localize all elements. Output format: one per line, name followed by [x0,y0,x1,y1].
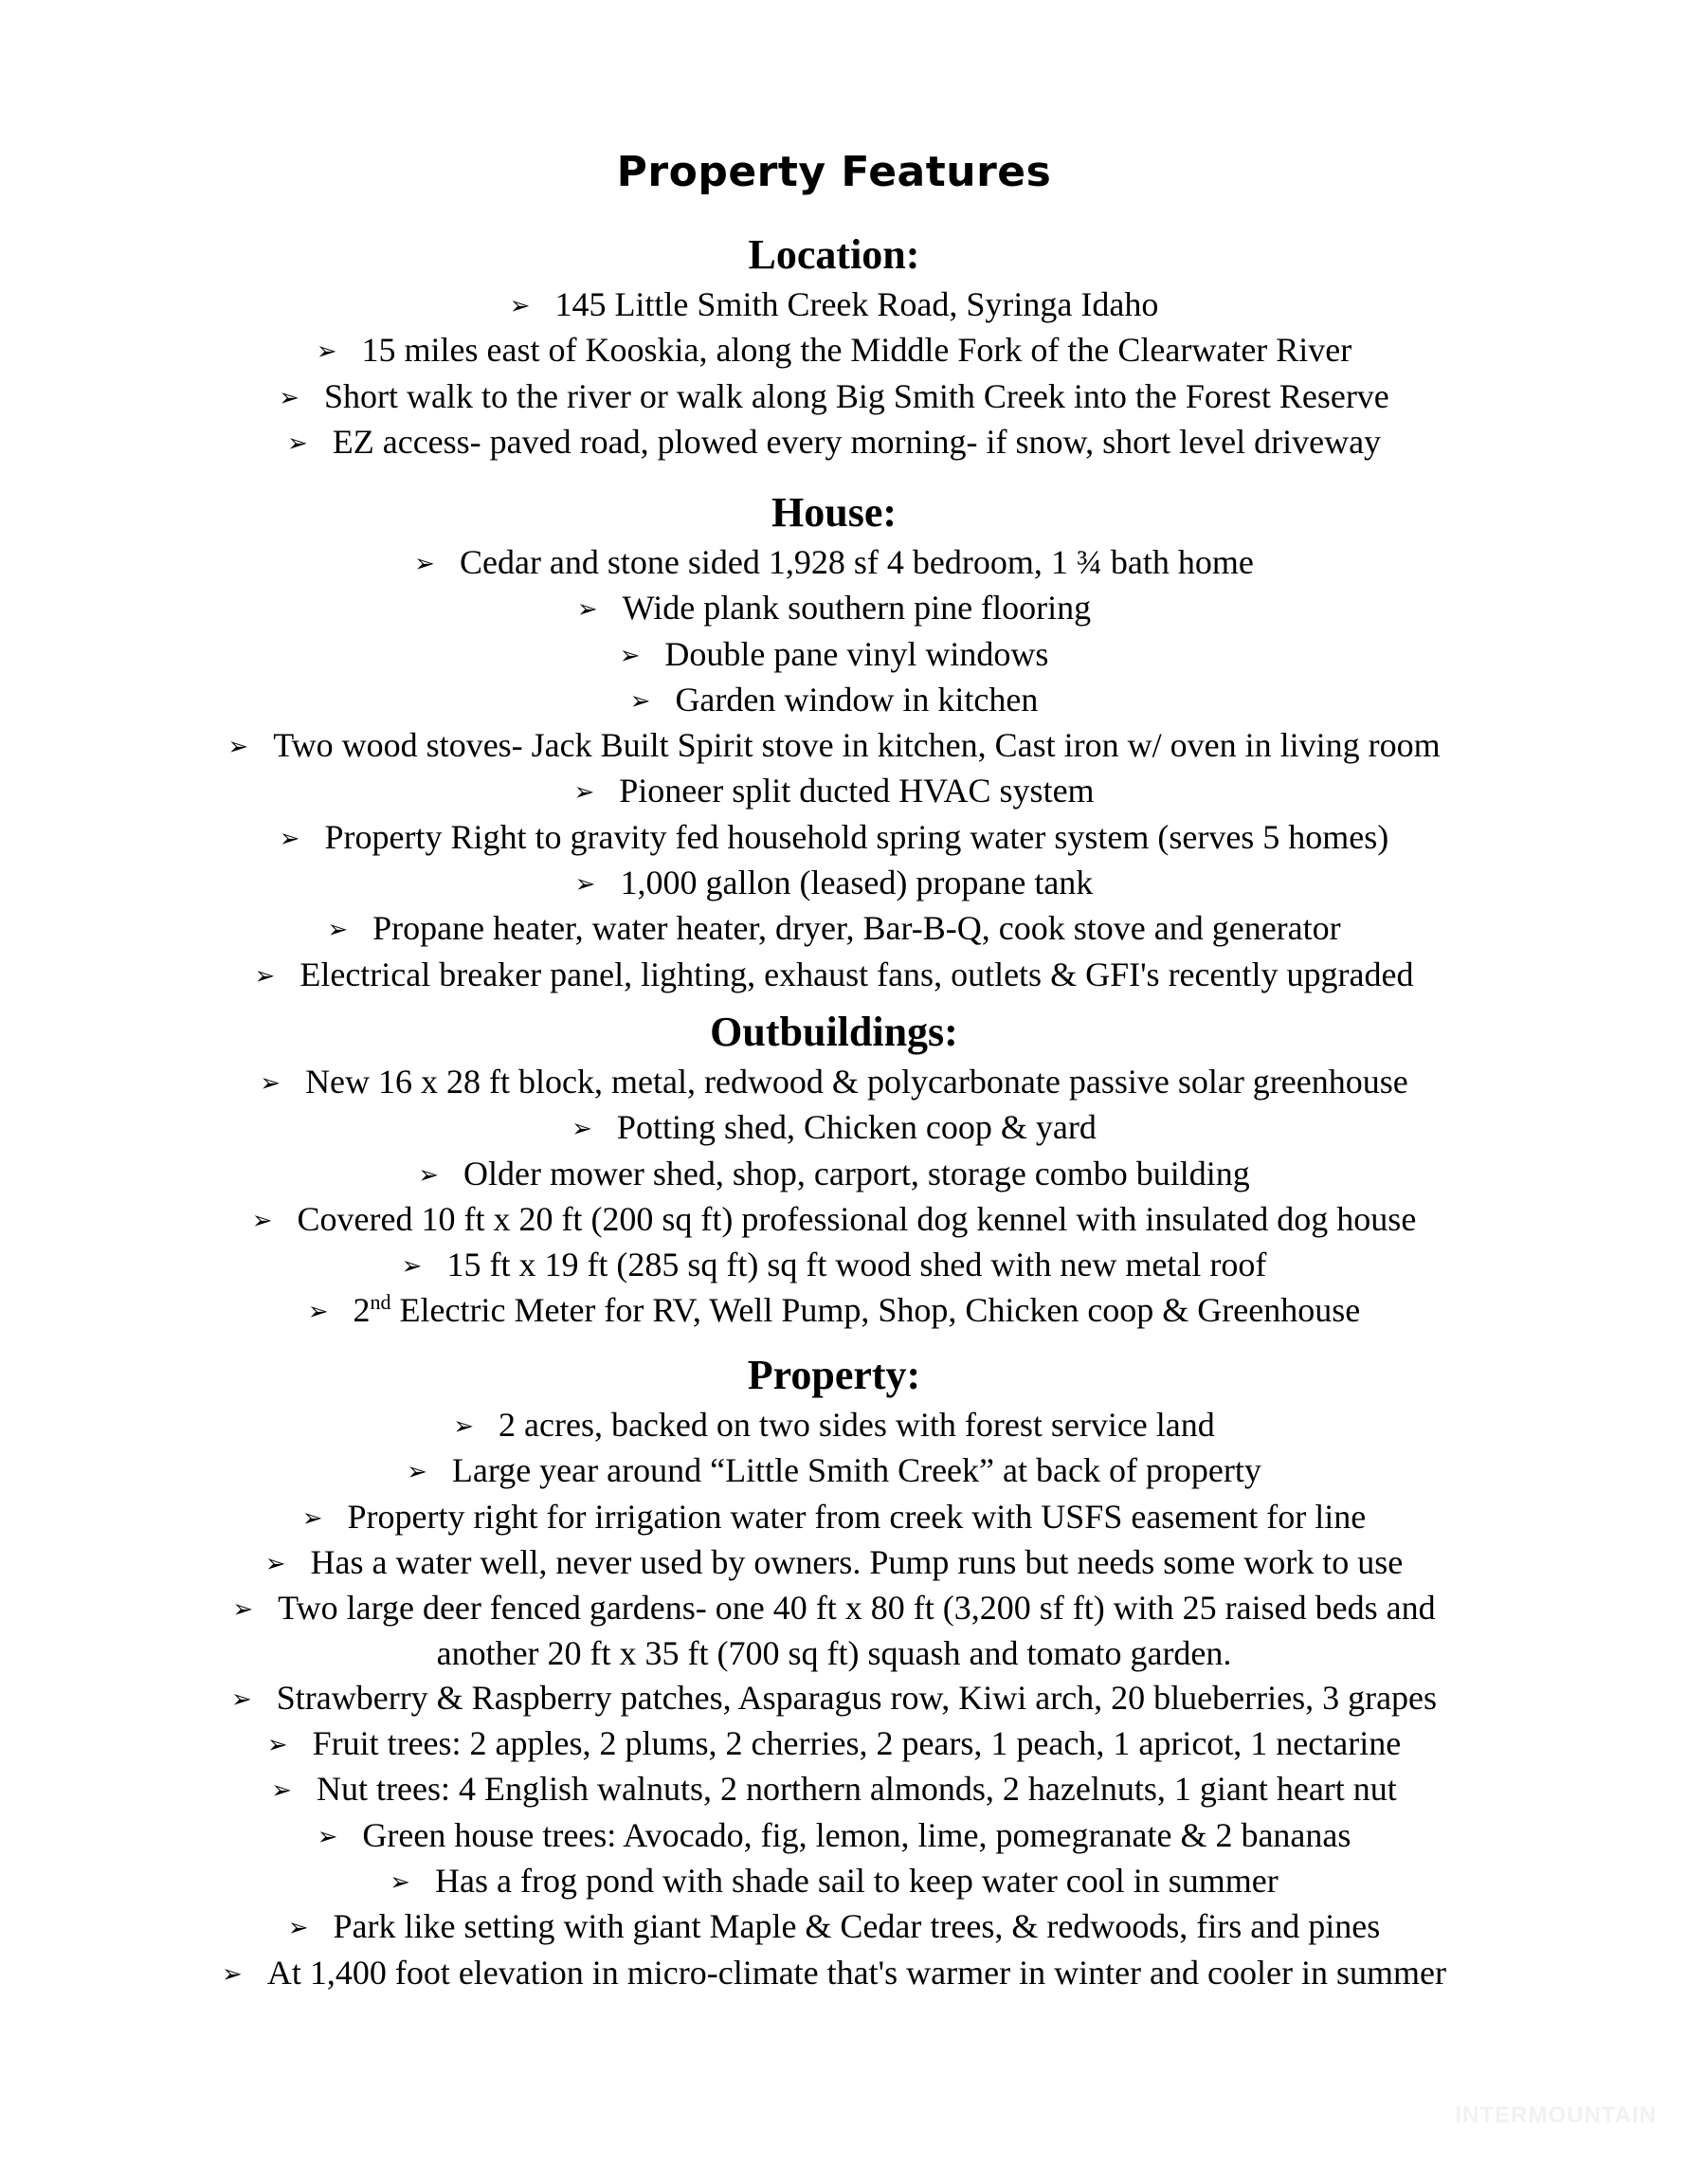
list-item: ➢ Has a frog pond with shade sail to keep water cool in summer [0,1859,1668,1904]
arrowhead-bullet-icon: ➢ [576,595,598,625]
list-item: ➢ Two large deer fenced gardens- one 40 ft x 80 ft (3,200 sf ft) with 25 raised beds and another 20 ft x 35 ft (700 sq ft) squash and tomato garden. [232,1589,1436,1673]
section-property [0,1348,1668,1996]
list-item: ➢ At 1,400 foot elevation in micro-climate that's warmer in winter and cooler in summer [0,1951,1668,1996]
list-item: ➢ 2 acres, backed on two sides with forest service land [0,1403,1668,1448]
list-item: ➢ Large year around “Little Smith Creek” at back of property [0,1448,1668,1494]
arrowhead-bullet-icon: ➢ [571,1115,592,1144]
arrowhead-bullet-icon: ➢ [286,428,308,458]
list-item: ➢ Cedar and stone sided 1,928 sf 4 bedroom, 1 ¾ bath home [0,540,1668,586]
arrowhead-bullet-icon: ➢ [279,824,300,853]
list-item: ➢ Double pane vinyl windows [0,632,1668,678]
arrowhead-bullet-icon: ➢ [316,337,337,367]
arrowhead-bullet-icon: ➢ [418,1160,439,1190]
document-title: Property Features [616,148,1052,196]
arrowhead-bullet-icon: ➢ [260,1069,281,1098]
bullet-list-location [0,282,1668,465]
list-item: ➢ Two wood stoves- Jack Built Spirit stove in kitchen, Cast iron w/ oven in living room [0,723,1668,769]
arrowhead-bullet-icon: ➢ [573,778,595,808]
bullet-list-house [0,540,1668,998]
section-heading-property: Property: [747,1352,921,1398]
arrowhead-bullet-icon: ➢ [279,383,299,412]
arrowhead-bullet-icon: ➢ [271,1776,292,1806]
section-heading-outbuildings: Outbuildings: [710,1009,958,1055]
list-item: ➢ Short walk to the river or walk along Big Smith Creek into the Forest Reserve [0,374,1668,420]
arrowhead-bullet-icon: ➢ [251,1206,273,1235]
arrowhead-bullet-icon: ➢ [266,1731,288,1760]
arrowhead-bullet-icon: ➢ [222,1959,243,1989]
list-item: ➢ Pioneer split ducted HVAC system [0,769,1668,814]
list-item: ➢ 1,000 gallon (leased) propane tank [0,861,1668,906]
list-item: ➢ 2nd Electric Meter for RV, Well Pump, Shop, Chicken coop & Greenhouse [0,1288,1668,1334]
arrowhead-bullet-icon: ➢ [230,1684,252,1714]
arrowhead-bullet-icon: ➢ [287,1914,309,1943]
list-item: ➢ Property Right to gravity fed household spring water system (serves 5 homes) [0,815,1668,861]
list-item: ➢ Wide plank southern pine flooring [0,586,1668,631]
arrowhead-bullet-icon: ➢ [453,1412,475,1441]
list-item: ➢ Propane heater, water heater, dryer, Bar-B-Q, cook stove and generator [0,906,1668,952]
arrowhead-bullet-icon: ➢ [301,1503,323,1533]
section-location [0,228,1668,465]
list-item: ➢ Potting shed, Chicken coop & yard [0,1105,1668,1151]
arrowhead-bullet-icon: ➢ [574,870,596,900]
list-item: ➢ 15 ft x 19 ft (285 sq ft) sq ft wood shed with new metal roof [0,1243,1668,1288]
list-item: ➢ Garden window in kitchen [0,678,1668,723]
arrowhead-bullet-icon: ➢ [401,1252,423,1282]
section-heading-house: House: [771,489,897,536]
list-item: ➢ Nut trees: 4 English walnuts, 2 northern almonds, 2 hazelnuts, 1 giant heart nut [0,1767,1668,1812]
arrowhead-bullet-icon: ➢ [264,1549,286,1578]
section-house [0,485,1668,998]
list-item: ➢ Strawberry & Raspberry patches, Asparagus row, Kiwi arch, 20 blueberries, 3 grapes [0,1676,1668,1721]
section-outbuildings [0,1005,1668,1335]
list-item: ➢ New 16 x 28 ft block, metal, redwood & polycarbonate passive solar greenhouse [0,1060,1668,1105]
arrowhead-bullet-icon: ➢ [227,733,249,762]
arrowhead-bullet-icon: ➢ [390,1867,410,1897]
list-item: ➢ 145 Little Smith Creek Road, Syringa Idaho [0,282,1668,328]
bullet-list-outbuildings [0,1060,1668,1335]
list-item: ➢ Older mower shed, shop, carport, storage combo building [0,1152,1668,1197]
list-item: ➢ Property right for irrigation water from creek with USFS easement for line [0,1495,1668,1540]
arrowhead-bullet-icon: ➢ [629,686,651,716]
section-heading-location: Location: [748,231,920,278]
arrowhead-bullet-icon: ➢ [619,641,641,670]
arrowhead-bullet-icon: ➢ [317,1822,338,1851]
arrowhead-bullet-icon: ➢ [509,292,531,320]
arrowhead-bullet-icon: ➢ [407,1458,427,1487]
arrowhead-bullet-icon: ➢ [414,550,435,578]
arrowhead-bullet-icon: ➢ [232,1595,254,1625]
list-item: ➢ Fruit trees: 2 apples, 2 plums, 2 cherries, 2 pears, 1 peach, 1 apricot, 1 nectarine [0,1721,1668,1767]
list-item: ➢ Electrical breaker panel, lighting, exhaust fans, outlets & GFI's recently upgraded [0,953,1668,998]
list-item: ➢ Covered 10 ft x 20 ft (200 sq ft) professional dog kennel with insulated dog house [0,1197,1668,1243]
arrowhead-bullet-icon: ➢ [254,961,276,991]
watermark-text: INTERMOUNTAIN [1455,2102,1657,2128]
list-item: ➢ EZ access- paved road, plowed every morning- if snow, short level driveway [0,420,1668,465]
list-item: ➢ Green house trees: Avocado, fig, lemon, lime, pomegranate & 2 bananas [0,1813,1668,1859]
list-item: ➢ 15 miles east of Kooskia, along the Middle Fork of the Clearwater River [0,328,1668,373]
arrowhead-bullet-icon: ➢ [327,916,349,945]
arrowhead-bullet-icon: ➢ [307,1298,329,1327]
list-item: ➢ Park like setting with giant Maple & Cedar trees, & redwoods, firs and pines [0,1904,1668,1950]
list-item: ➢ Has a water well, never used by owners. Pump runs but needs some work to use [0,1540,1668,1586]
bullet-list-property [0,1403,1668,1996]
